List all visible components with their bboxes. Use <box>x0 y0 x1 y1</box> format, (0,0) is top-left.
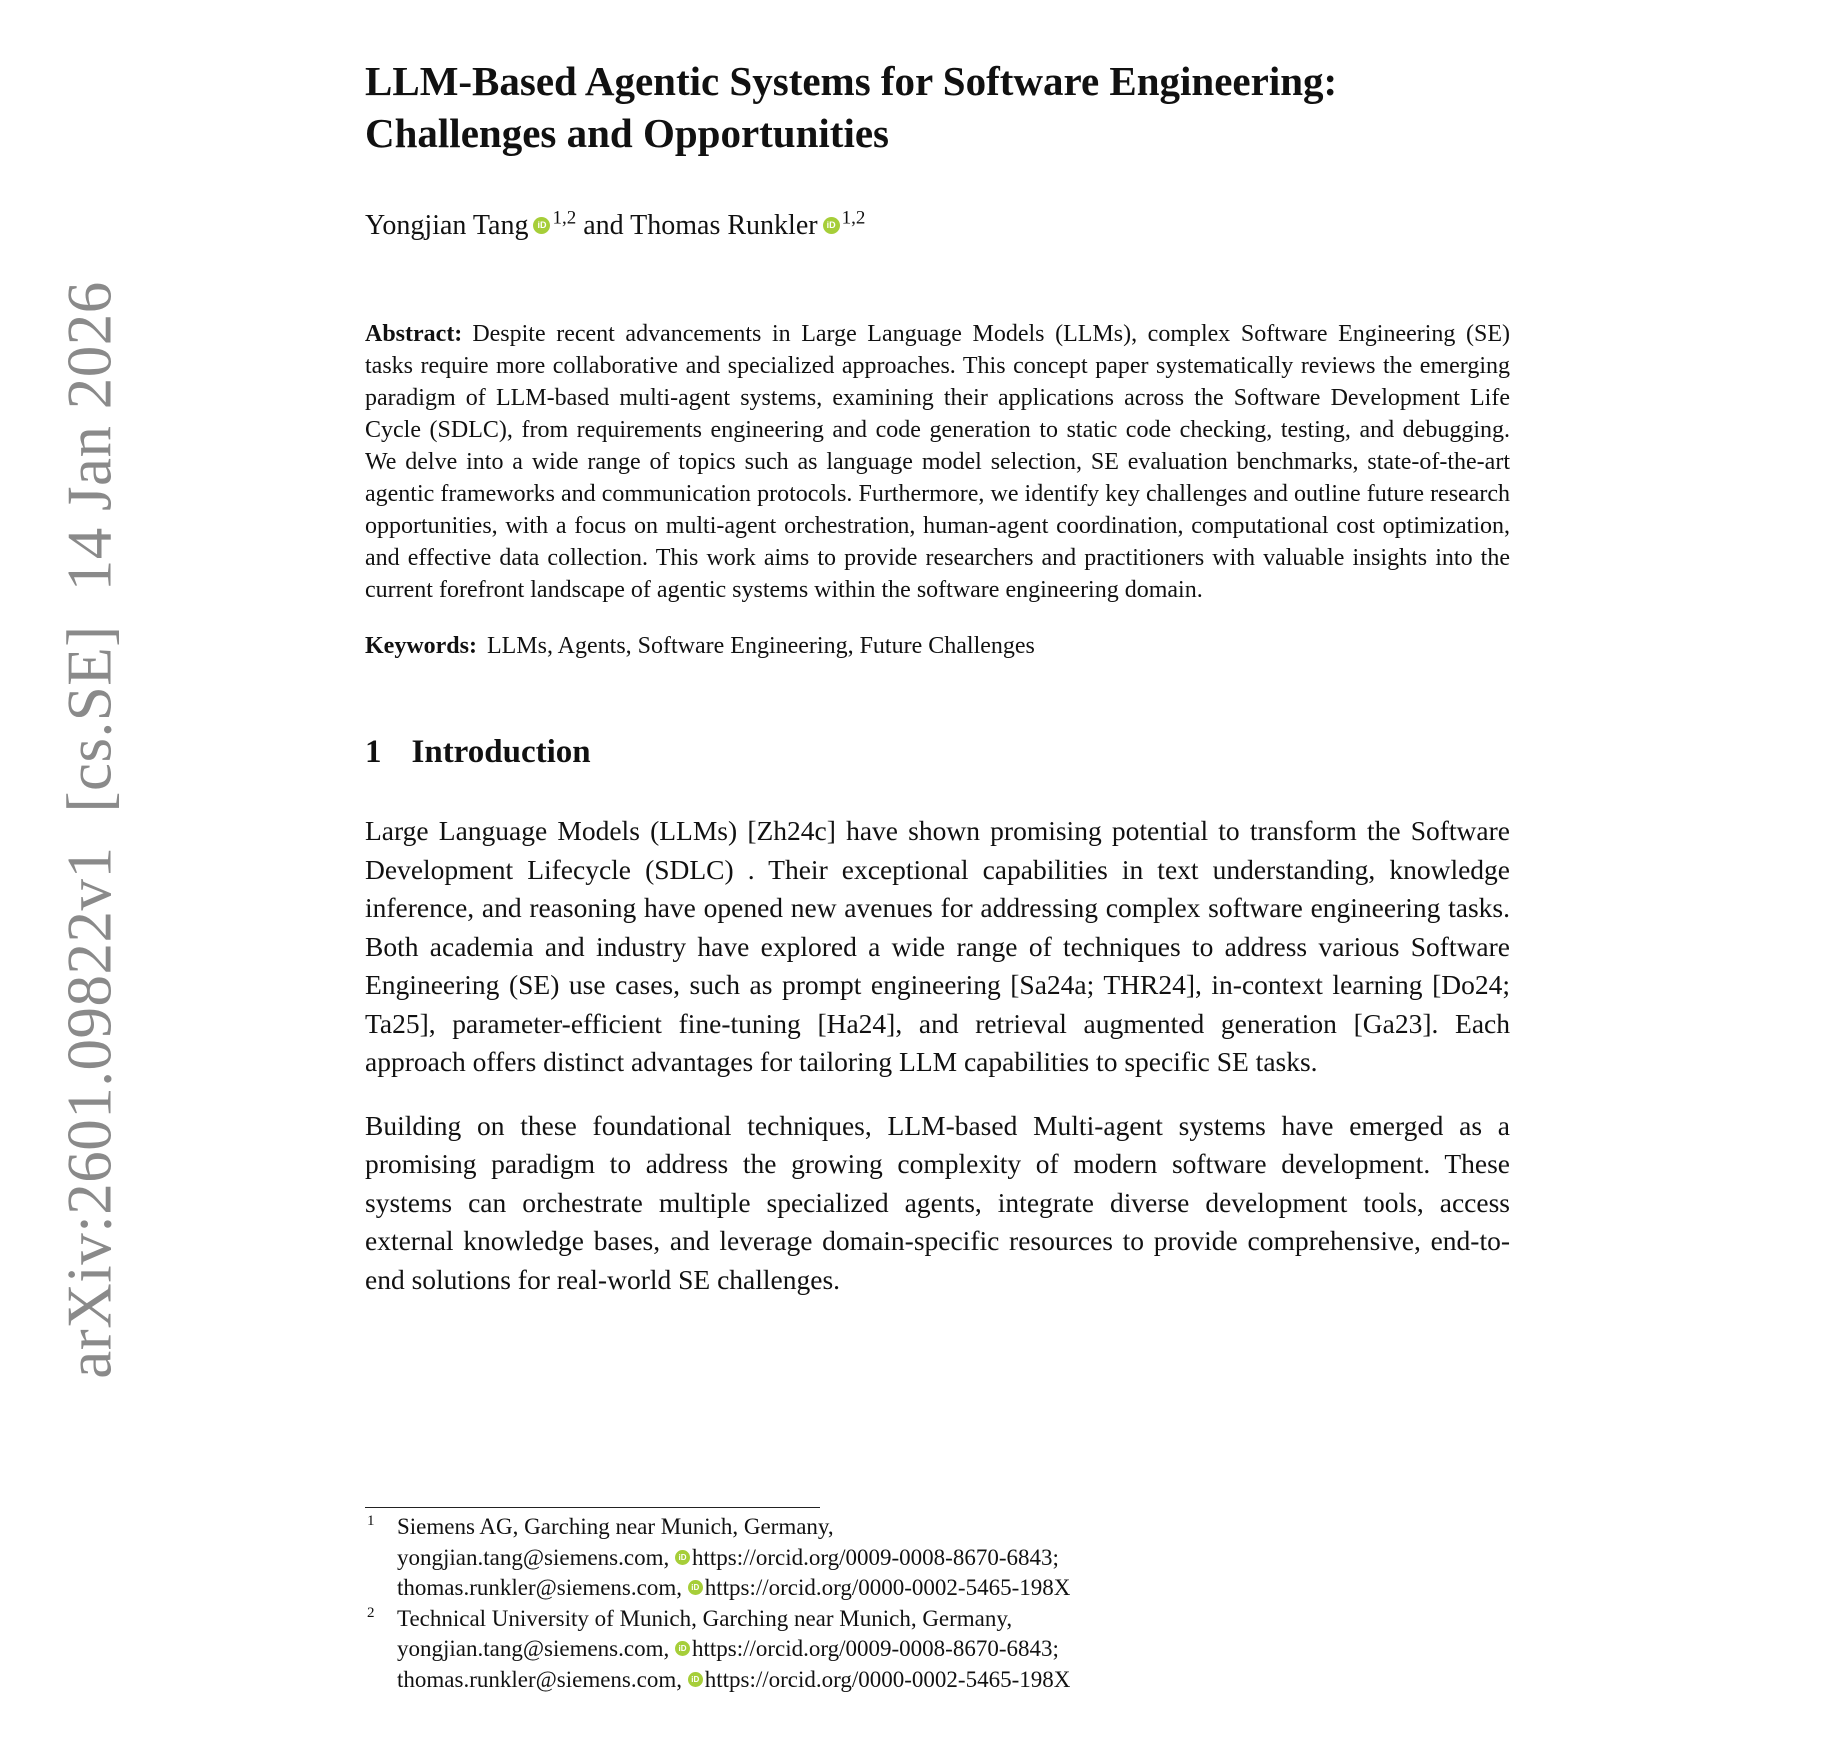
abstract-label: Abstract: <box>365 321 463 347</box>
orcid-link[interactable]: https://orcid.org/0009-0008-8670-6843; <box>691 1544 1059 1570</box>
orcid-icon[interactable]: iD <box>823 217 840 234</box>
orcid-link[interactable]: https://orcid.org/0000-0002-5465-198X <box>704 1575 1071 1600</box>
author-list <box>365 209 1510 243</box>
orcid-icon: iD <box>675 1641 690 1656</box>
footnote-institution: Technical University of Munich, Garching near Munich, Germany, <box>397 1605 1013 1631</box>
abstract <box>365 318 1510 606</box>
section-title: Introduction <box>411 734 591 770</box>
orcid-link[interactable]: https://orcid.org/0009-0008-8670-6843; <box>691 1636 1059 1661</box>
author-email[interactable]: yongjian.tang@siemens.com, <box>397 1544 670 1570</box>
body-paragraph: Large Language Models (LLMs) [Zh24c] have shown promising potential to transform the Software Development Lifecycle (SDLC) . Their exceptional capabilities in text understanding, knowledge inference, and reasoning have opened new avenues for addressing complex software engineering tasks. Both academia and industry have explored a wide range of techniques to address various Software Engineering (SE) use cases, such as prompt engineering [Sa24a; THR24], in-context learning [Do24; Ta25], parameter-efficient fine-tuning [Ha24], and retrieval augmented generation [Ga23]. Each approach offers distinct advantages for tailoring LLM capabilities to specific SE tasks. <box>365 815 1510 1077</box>
author-joiner: and <box>583 210 624 241</box>
author-email[interactable]: thomas.runkler@siemens.com, <box>397 1575 682 1600</box>
title-line-1: LLM-Based Agentic Systems for Software Engineering: <box>365 58 1338 104</box>
footnote-mark: 2 <box>367 1604 375 1621</box>
author-email[interactable]: yongjian.tang@siemens.com, <box>397 1636 670 1661</box>
arxiv-identifier-stamp <box>54 281 127 1378</box>
body-paragraph: Building on these foundational techniques, LLM-based Multi-agent systems have emerged as a promising paradigm to address the growing complexity of modern software development. These systems can orchestrate multiple specialized agents, integrate diverse development tools, access external knowledge bases, and leverage domain-specific resources to provide comprehensive, end-to-end solutions for real-world SE challenges. <box>365 1109 1510 1295</box>
title-line-2: Challenges and Opportunities <box>365 110 889 156</box>
paper-title <box>365 55 1510 159</box>
author-name: Thomas Runkler <box>630 210 818 241</box>
keywords-text: LLMs, Agents, Software Engineering, Future Challenges <box>486 633 1035 659</box>
orcid-icon: iD <box>688 1580 703 1595</box>
footnotes <box>365 1512 1510 1695</box>
footnote-institution: Siemens AG, Garching near Munich, Germany, <box>397 1514 834 1539</box>
keywords <box>365 630 1510 662</box>
footnote-contact-line <box>397 1665 1510 1696</box>
arxiv-date: 14 Jan 2026 <box>54 281 125 592</box>
author-affiliation-mark: 1,2 <box>841 207 866 229</box>
paper-page <box>365 55 1510 1299</box>
author-email[interactable]: thomas.runkler@siemens.com, <box>397 1666 682 1692</box>
footnote-divider <box>365 1507 820 1508</box>
footnote-contact-line <box>397 1634 1510 1665</box>
footnote-contact-line <box>397 1573 1510 1604</box>
arxiv-category: [cs.SE] <box>54 625 125 813</box>
footnote <box>365 1512 1510 1604</box>
author-affiliation-mark: 1,2 <box>552 207 577 229</box>
orcid-icon: iD <box>675 1550 690 1565</box>
author-name: Yongjian Tang <box>365 210 529 241</box>
keywords-label: Keywords: <box>365 633 477 659</box>
footnote-contact-line <box>397 1543 1510 1574</box>
abstract-text: Despite recent advancements in Large Language Models (LLMs), complex Software Engineering (SE) tasks require more collaborative and specialized approaches. This concept paper systematically reviews the emerging paradigm of LLM-based multi-agent systems, examining their applications across the Software Development Life Cycle (SDLC), from requirements engineering and code generation to static code checking, testing, and debugging. We delve into a wide range of topics such as language model selection, SE evaluation benchmarks, state-of-the-art agentic frameworks and communication protocols. Furthermore, we identify key challenges and outline future research opportunities, with a focus on multi-agent orchestration, human-agent coordination, computational cost optimization, and effective data collection. This work aims to provide researchers and practitioners with valuable insights into the current forefront landscape of agentic systems within the software engineering domain. <box>365 321 1510 603</box>
footnote <box>365 1604 1510 1696</box>
orcid-icon[interactable]: iD <box>533 217 550 234</box>
arxiv-id: arXiv:2601.09822v1 <box>54 846 125 1379</box>
section-number: 1 <box>365 734 382 770</box>
footnote-mark: 1 <box>367 1513 375 1529</box>
orcid-link[interactable]: https://orcid.org/0000-0002-5465-198X <box>704 1666 1071 1692</box>
section-heading <box>365 732 1510 772</box>
orcid-icon: iD <box>688 1672 703 1687</box>
